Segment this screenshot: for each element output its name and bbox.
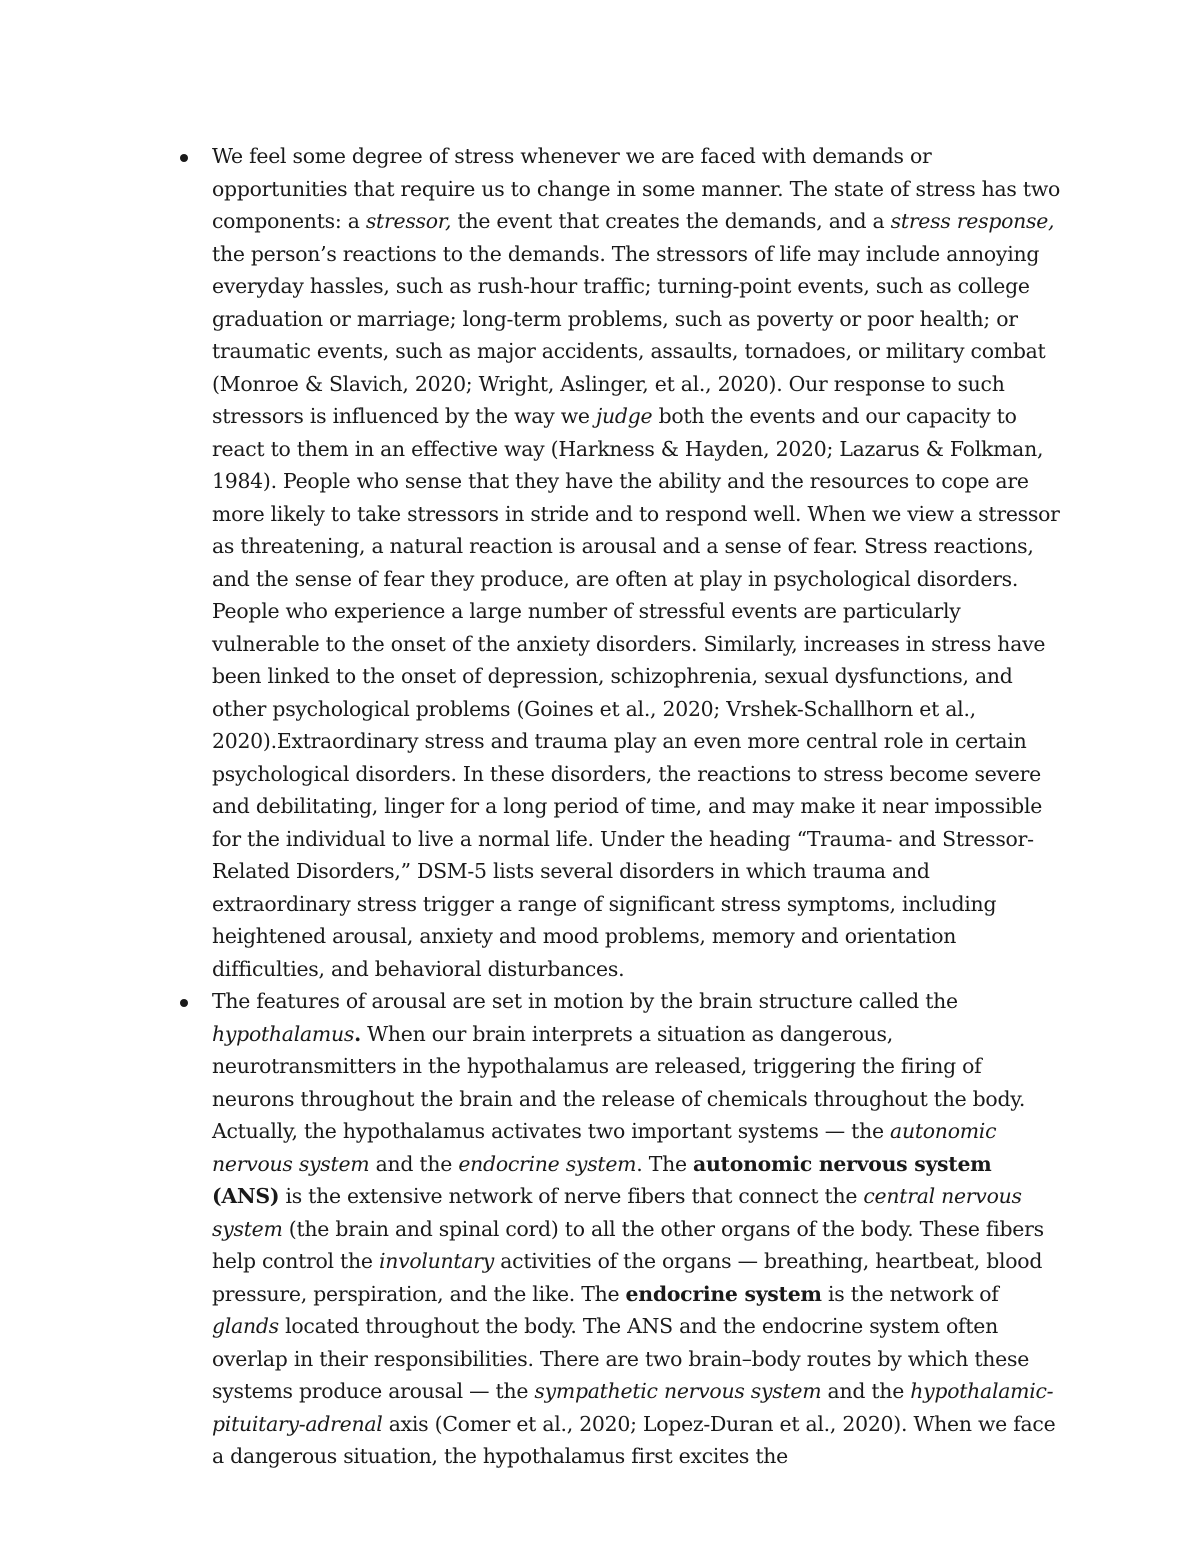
text-run: is the extensive network of nerve fibers that connect the (279, 1184, 864, 1208)
italic-text: hypothalamic-pituitary-adrenal (212, 1379, 1054, 1436)
bold-text: . (354, 1021, 361, 1046)
text-run: the person’s reactions to the demands. The stressors of life may include annoying everyday hassles, such as rush-hour traffic; turning-point events, such as college graduation or marriage; long-term problems, such as poverty or poor health; or traumatic events, such as major accidents, assaults, tornadoes, or military combat (Monroe & Slavich, 2020; Wright, Aslinger, et al., 2020). Our response to such stressors is influenced by the way we (212, 241, 1046, 428)
bold-text: autonomic nervous system (ANS) (212, 1151, 992, 1208)
italic-text: stress response, (890, 209, 1055, 233)
text-run: . The (636, 1151, 694, 1176)
list-item (170, 985, 1065, 1473)
text-run: the event that creates the demands, and a (451, 209, 891, 233)
bullet-icon (180, 154, 188, 162)
text-run: (the brain and spinal cord) to all the other organs of the body. These fibers help control the (212, 1216, 1044, 1273)
italic-text: glands (212, 1314, 279, 1338)
paragraph-hypothalamus-arousal (212, 985, 1065, 1473)
text-run: When our brain interprets a situation as dangerous, neurotransmitters in the hypothalamus are released, triggering the firing of neurons throughout the brain and the release of chemicals throughout the body. Actually, the hypothalamus activates two important systems — the (212, 1021, 1026, 1143)
text-run: The features of arousal are set in motion by the brain structure called the (212, 989, 958, 1013)
text-run: located throughout the body. The ANS and the endocrine system often overlap in their responsibilities. There are two brain–body routes by which these systems produce arousal — the (212, 1314, 1030, 1403)
text-run: activities of the organs — breathing, heartbeat, blood pressure, perspiration, and the like. The (212, 1249, 1043, 1306)
text-run: axis (Comer et al., 2020; Lopez-Duran et al., 2020). When we face a dangerous situation, the hypothalamus first excites the (212, 1411, 1056, 1468)
paragraph-stress-overview (212, 140, 1065, 985)
italic-text: central nervous system (212, 1184, 1022, 1241)
text-run: and the (369, 1151, 459, 1176)
text-run: both the events and our capacity to react to them in an effective way (Harkness & Hayden, 2020; Lazarus & Folkman, 1984). People who sense that they have the ability and the resources to cope are more likely to take stressors in stride and to respond well. When we view a stressor as threatening, a natural reaction is arousal and a sense of fear. Stress reactions, and the sense of fear they produce, are often at play in psychological disorders. People who experience a large number of stressful events are particularly vulnerable to the onset of the anxiety disorders. Similarly, increases in stress have been linked to the onset of depression, schizophrenia, sexual dysfunctions, and other psychological problems (Goines et al., 2020; Vrshek-Schallhorn et al., 2020).Extraordinary stress and trauma play an even more central role in certain psychological disorders. In these disorders, the reactions to stress become severe and debilitating, linger for a long period of time, and may make it near impossible for the individual to live a normal life. Under the heading “Trauma- and Stressor-Related Disorders,” DSM-5 lists several disorders in which trauma and extraordinary stress trigger a range of significant stress symptoms, including heightened arousal, anxiety and mood problems, memory and orientation difficulties, and behavioral disturbances. (212, 404, 1060, 981)
bullet-icon (180, 999, 188, 1007)
italic-text: stressor, (365, 209, 452, 233)
italic-text: judge (595, 404, 653, 428)
italic-text: sympathetic nervous system (534, 1379, 822, 1403)
text-run: We feel some degree of stress whenever we are faced with demands or opportunities that require us to change in some manner. The state of stress has two components: a (212, 144, 1061, 233)
text-run: is the network of (821, 1281, 999, 1306)
italic-text: hypothalamus (212, 1021, 355, 1046)
italic-text: involuntary (378, 1249, 495, 1273)
list-item (170, 140, 1065, 985)
bold-text: endocrine system (625, 1281, 822, 1306)
bullet-list (170, 140, 1065, 1473)
italic-text: endocrine system (458, 1151, 637, 1176)
text-run: and the (821, 1379, 911, 1403)
italic-text: autonomic nervous system (212, 1119, 997, 1176)
